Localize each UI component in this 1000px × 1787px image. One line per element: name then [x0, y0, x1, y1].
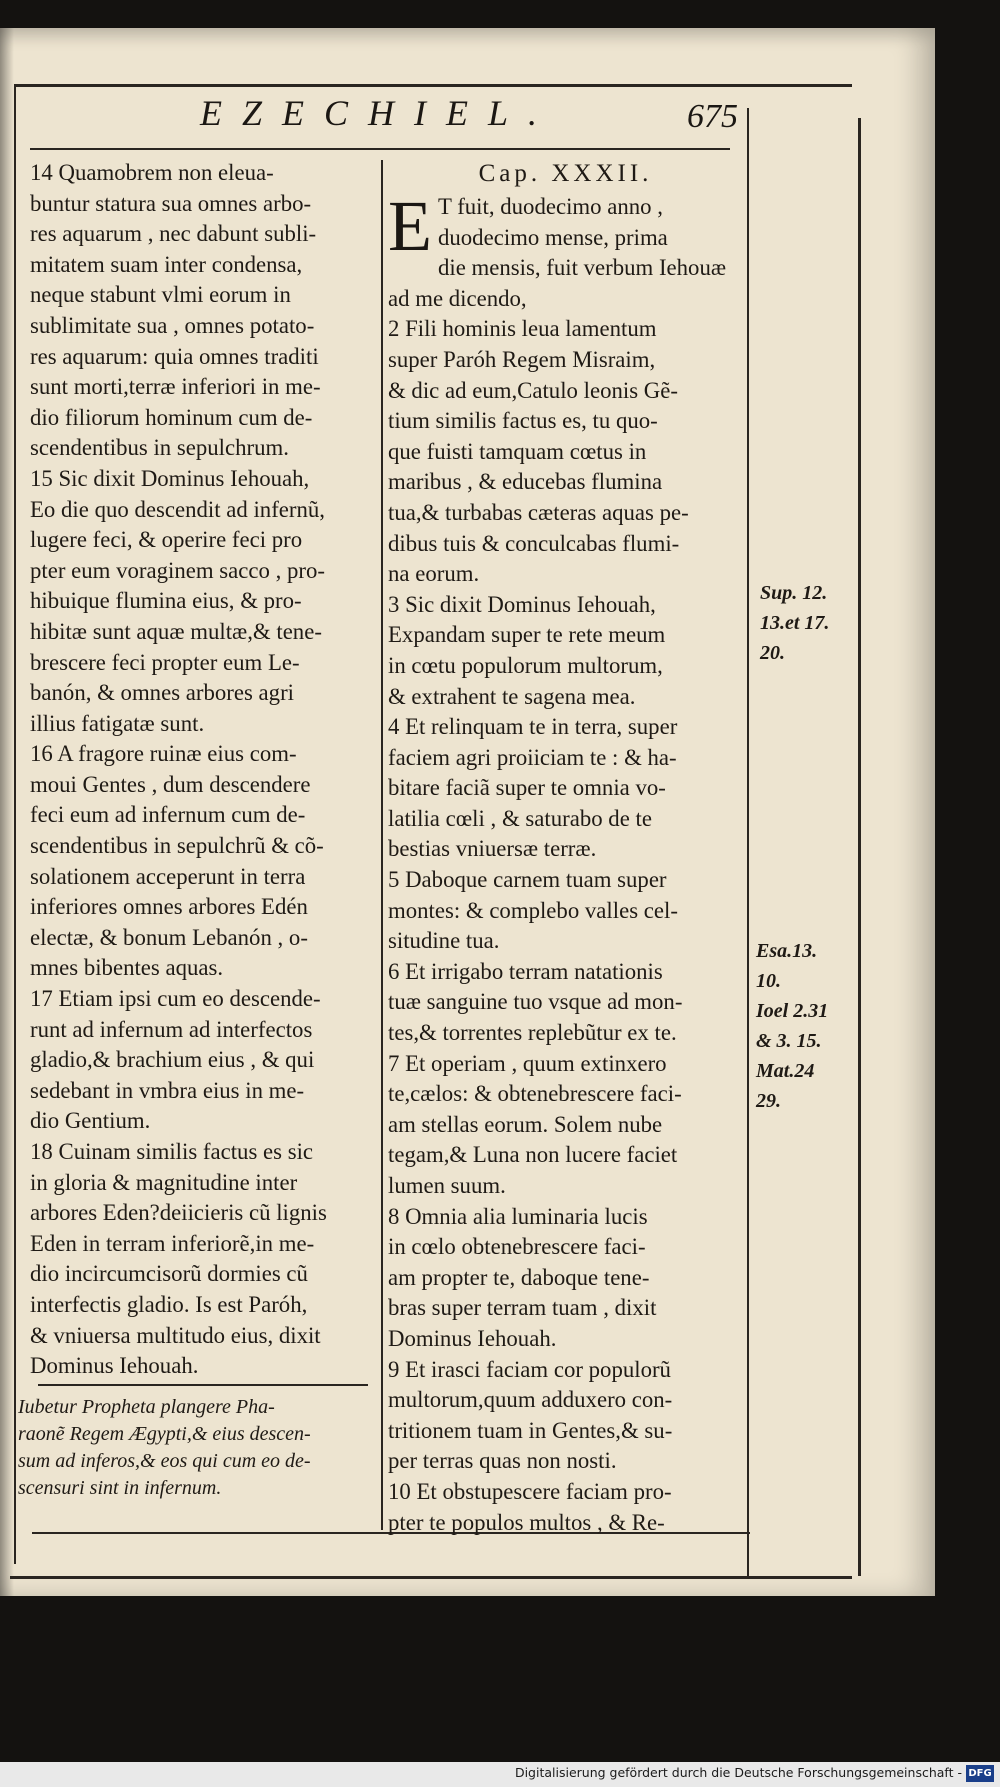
text-line: scendentibus in sepulchrũ & cõ-: [30, 833, 324, 859]
text-line: 9 Et irasci faciam cor populorũ: [388, 1356, 671, 1382]
text-line: dio incircumcisorũ dormies cũ: [30, 1261, 308, 1287]
chapter-summary: [18, 1394, 370, 1502]
text-line: Dominus Iehouah.: [388, 1325, 557, 1351]
text-line: feci eum ad infernum cum de-: [30, 802, 306, 828]
summary-line: sum ad inferos,& eos qui cum eo de-: [18, 1450, 311, 1472]
text-line: bitare faciã super te omnia vo-: [388, 775, 666, 801]
text-line: moui Gentes , dum descendere: [30, 771, 311, 797]
text-line: latilia cœli , & saturabo de te: [388, 805, 652, 831]
text-line: T fuit, duodecimo anno ,: [437, 194, 663, 219]
text-line: 14 Quamobrem non eleua-: [30, 160, 274, 185]
text-line: res aquarum , nec dabunt subli-: [30, 221, 317, 247]
text-line: inferiores omnes arbores Edén: [30, 894, 308, 920]
text-line: ad me dicendo,: [388, 285, 527, 311]
column-divider: [381, 160, 383, 1530]
text-line: tritionem tuam in Gentes,& su-: [388, 1417, 673, 1443]
summary-line: scensuri sint in infernum.: [18, 1477, 222, 1499]
text-line: & extrahent te sagena mea.: [388, 683, 636, 709]
text-line: banón, & omnes arbores agri: [30, 680, 294, 706]
margin-note-line: 10.: [756, 970, 781, 992]
text-line: per terras quas non nosti.: [388, 1448, 617, 1474]
margin-note-line: 13.et 17.: [760, 612, 830, 634]
text-line: in cœtu populorum multorum,: [388, 652, 663, 678]
summary-line: raonẽ Regem Ægypti,& eius descen-: [18, 1423, 311, 1445]
text-line: te,cælos: & obtenebrescere faci-: [388, 1081, 682, 1107]
head-underline: [30, 148, 730, 150]
text-line: runt ad infernum ad interfectos: [30, 1016, 313, 1042]
text-line: tes,& torrentes replebũtur ex te.: [388, 1020, 677, 1046]
text-line: buntur statura sua omnes arbo-: [30, 190, 312, 216]
text-line: Dominus Iehouah.: [30, 1353, 199, 1379]
text-line: bras super terram tuam , dixit: [388, 1295, 657, 1321]
text-line: & vniuersa multitudo eius, dixit: [30, 1322, 321, 1348]
text-line: 5 Daboque carnem tuam super: [388, 867, 667, 893]
margin-note-references-2: [756, 936, 828, 1116]
margin-note-line: Ioel 2.31: [756, 1000, 829, 1022]
margin-divider: [747, 108, 749, 1578]
text-line: que fuisti tamquam cœtus in: [388, 438, 647, 464]
chapter-heading: Cap. XXXII.: [478, 160, 653, 187]
text-line: illius fatigatæ sunt.: [30, 710, 205, 736]
right-edge-rule: [858, 118, 861, 1576]
text-line: 18 Cuinam similis factus es sic: [30, 1139, 314, 1164]
text-line: gladio,& brachium eius , & qui: [30, 1047, 315, 1073]
text-line: dio filiorum hominum cum de-: [30, 404, 313, 430]
page-number: 675: [687, 98, 738, 135]
top-rule: [14, 84, 852, 87]
running-title: EZECHIEL.: [200, 93, 558, 133]
text-line: 7 Et operiam , quum extinxero: [388, 1050, 667, 1076]
text-line: tuæ sanguine tuo vsque ad mon-: [388, 989, 683, 1015]
text-line: tium similis factus es, tu quo-: [388, 408, 658, 434]
text-line: 8 Omnia alia luminaria lucis: [388, 1203, 648, 1229]
text-line: duodecimo mense, prima: [437, 224, 668, 250]
text-line: Eo die quo descendit ad infernũ,: [30, 496, 326, 522]
margin-note-line: Mat.24: [756, 1060, 815, 1082]
text-line: interfectis gladio. Is est Paróh,: [30, 1291, 308, 1317]
text-line: 17 Etiam ipsi cum eo descende-: [30, 986, 321, 1012]
text-line: tua,& turbabas cæteras aquas pe-: [388, 499, 689, 525]
text-line: am stellas eorum. Solem nube: [388, 1111, 663, 1137]
text-line: 10 Et obstupescere faciam pro-: [388, 1478, 672, 1504]
text-line: sedebant in vmbra eius in me-: [30, 1077, 305, 1103]
text-line: & dic ad eum,Catulo leonis Gẽ-: [388, 377, 678, 403]
dfg-logo-icon: DFG: [966, 1765, 994, 1782]
left-column: [30, 158, 380, 1382]
text-line: brescere feci propter eum Le-: [30, 649, 300, 675]
text-line: arbores Eden?deiicieris cũ lignis: [30, 1200, 327, 1226]
bottom-rule-2: [10, 1576, 852, 1579]
margin-note-line: Sup. 12.: [760, 582, 828, 604]
text-line: faciem agri proiiciam te : & ha-: [388, 744, 677, 770]
text-line: res aquarum: quia omnes traditi: [30, 343, 319, 369]
right-column: [388, 158, 743, 1538]
text-line: solationem acceperunt in terra: [30, 863, 306, 889]
text-line: maribus , & educebas flumina: [388, 469, 663, 495]
text-line: montes: & complebo valles cel-: [388, 897, 678, 923]
text-line: pter te populos multos , & Re-: [388, 1509, 665, 1535]
text-line: Eden in terram inferiorẽ,in me-: [30, 1230, 315, 1256]
text-line: in cœlo obtenebrescere faci-: [388, 1234, 646, 1260]
text-line: situdine tua.: [388, 928, 500, 954]
left-frame-rule: [14, 86, 16, 1564]
text-line: 6 Et irrigabo terram natationis: [388, 958, 663, 984]
text-line: na eorum.: [388, 561, 480, 587]
text-line: multorum,quum adduxero con-: [388, 1387, 673, 1413]
text-line: 4 Et relinquam te in terra, super: [388, 714, 678, 740]
text-line: Expandam super te rete meum: [388, 622, 666, 648]
text-line: dibus tuis & conculcabas flumi-: [388, 530, 680, 556]
margin-note-references-1: [760, 578, 829, 668]
margin-note-line: 20.: [760, 642, 785, 664]
margin-note-line: & 3. 15.: [756, 1030, 822, 1052]
text-line: hibitæ sunt aquæ multæ,& tene-: [30, 618, 322, 644]
text-line: super Paróh Regem Misraim,: [388, 346, 656, 372]
text-line: dio Gentium.: [30, 1108, 151, 1134]
text-line: bestias vniuersæ terræ.: [388, 836, 597, 862]
text-line: mitatem suam inter condensa,: [30, 251, 303, 277]
summary-line: Iubetur Propheta plangere Pha-: [18, 1396, 275, 1418]
text-line: 3 Sic dixit Dominus Iehouah,: [388, 591, 656, 617]
text-line: lumen suum.: [388, 1173, 506, 1198]
text-line: scendentibus in sepulchrum.: [30, 435, 289, 461]
text-line: hibuique flumina eius, & pro-: [30, 588, 302, 614]
text-line: lugere feci, & operire feci pro: [30, 527, 303, 553]
gutter-shadow: [0, 28, 14, 1596]
margin-note-line: 29.: [756, 1090, 781, 1112]
digitization-credit: Digitalisierung gefördert durch die Deutsche Forschungsgemeinschaft -: [514, 1765, 962, 1780]
text-line: sublimitate sua , omnes potato-: [30, 312, 315, 338]
text-line: 15 Sic dixit Dominus Iehouah,: [30, 465, 310, 491]
text-line: in gloria & magnitudine inter: [30, 1169, 298, 1195]
text-line: mnes bibentes aquas.: [30, 955, 224, 981]
text-line: sunt morti,terræ inferiori in me-: [30, 374, 321, 400]
text-line: neque stabunt vlmi eorum in: [30, 282, 291, 308]
text-line: 16 A fragore ruinæ eius com-: [30, 741, 297, 767]
text-line: 2 Fili hominis leua lamentum: [388, 316, 657, 342]
drop-cap-initial: E: [388, 186, 432, 266]
text-line: pter eum voraginem sacco , pro-: [30, 557, 325, 583]
text-line: electæ, & bonum Lebanón , o-: [30, 924, 308, 950]
text-line: tegam,& Luna non lucere faciet: [388, 1142, 678, 1168]
margin-note-line: Esa.13.: [756, 940, 818, 962]
text-line: die mensis, fuit verbum Iehouæ: [437, 255, 727, 281]
text-line: am propter te, daboque tene-: [388, 1264, 650, 1290]
summary-top-rule: [38, 1384, 368, 1386]
